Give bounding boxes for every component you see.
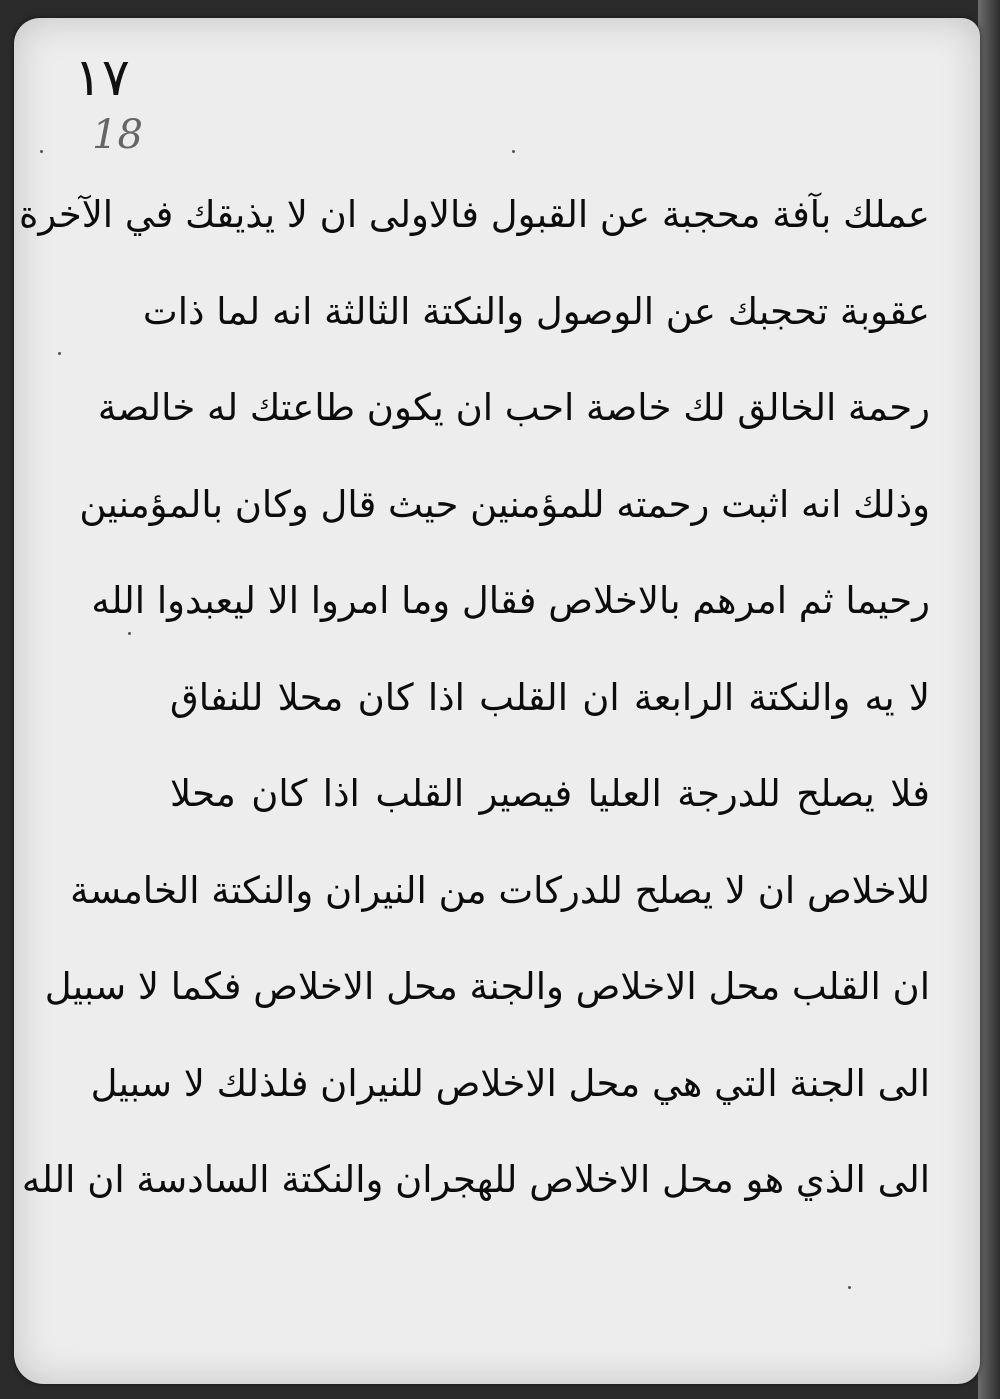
text-line-1: عملك بآفة محجبة عن القبول فالاولى ان لا يذيقك في الآخرة: [19, 193, 930, 236]
ink-speck: [40, 150, 43, 153]
text-line-9: ان القلب محل الاخلاص والجنة محل الاخلاص فكما لا سبيل: [44, 965, 930, 1008]
text-line-4: وذلك انه اثبت رحمته للمؤمنين حيث قال وكان بالمؤمنين: [79, 482, 930, 526]
text-line-10: الى الجنة التي هي محل الاخلاص للنيران فلذلك لا سبيل: [90, 1061, 930, 1105]
ink-speck: [512, 150, 515, 153]
folio-number-pencil: 18: [92, 112, 143, 158]
text-line-5: رحيما ثم امرهم بالاخلاص فقال وما امروا الا ليعبدوا الله: [91, 579, 930, 622]
text-line-6: لا يه والنكتة الرابعة ان القلب اذا كان محلا للنفاق: [170, 675, 930, 719]
manuscript-text: [19, 180, 930, 1225]
ink-speck: [58, 352, 61, 355]
ink-speck: [848, 1286, 851, 1289]
folio-number-arabic: ١٧: [74, 48, 130, 108]
adjacent-page-edge: [978, 0, 1000, 1399]
text-line-11: الى الذي هو محل الاخلاص للهجران والنكتة السادسة ان الله: [21, 1158, 930, 1201]
text-line-7: فلا يصلح للدرجة العليا فيصير القلب اذا كان محلا: [170, 772, 930, 815]
text-line-2: عقوبة تحجبك عن الوصول والنكتة الثالثة انه لما ذات: [142, 289, 930, 333]
text-line-8: للاخلاص ان لا يصلح للدركات من النيران والنكتة الخامسة: [70, 868, 930, 912]
text-line-3: رحمة الخالق لك خاصة احب ان يكون طاعتك له خالصة: [97, 386, 930, 429]
